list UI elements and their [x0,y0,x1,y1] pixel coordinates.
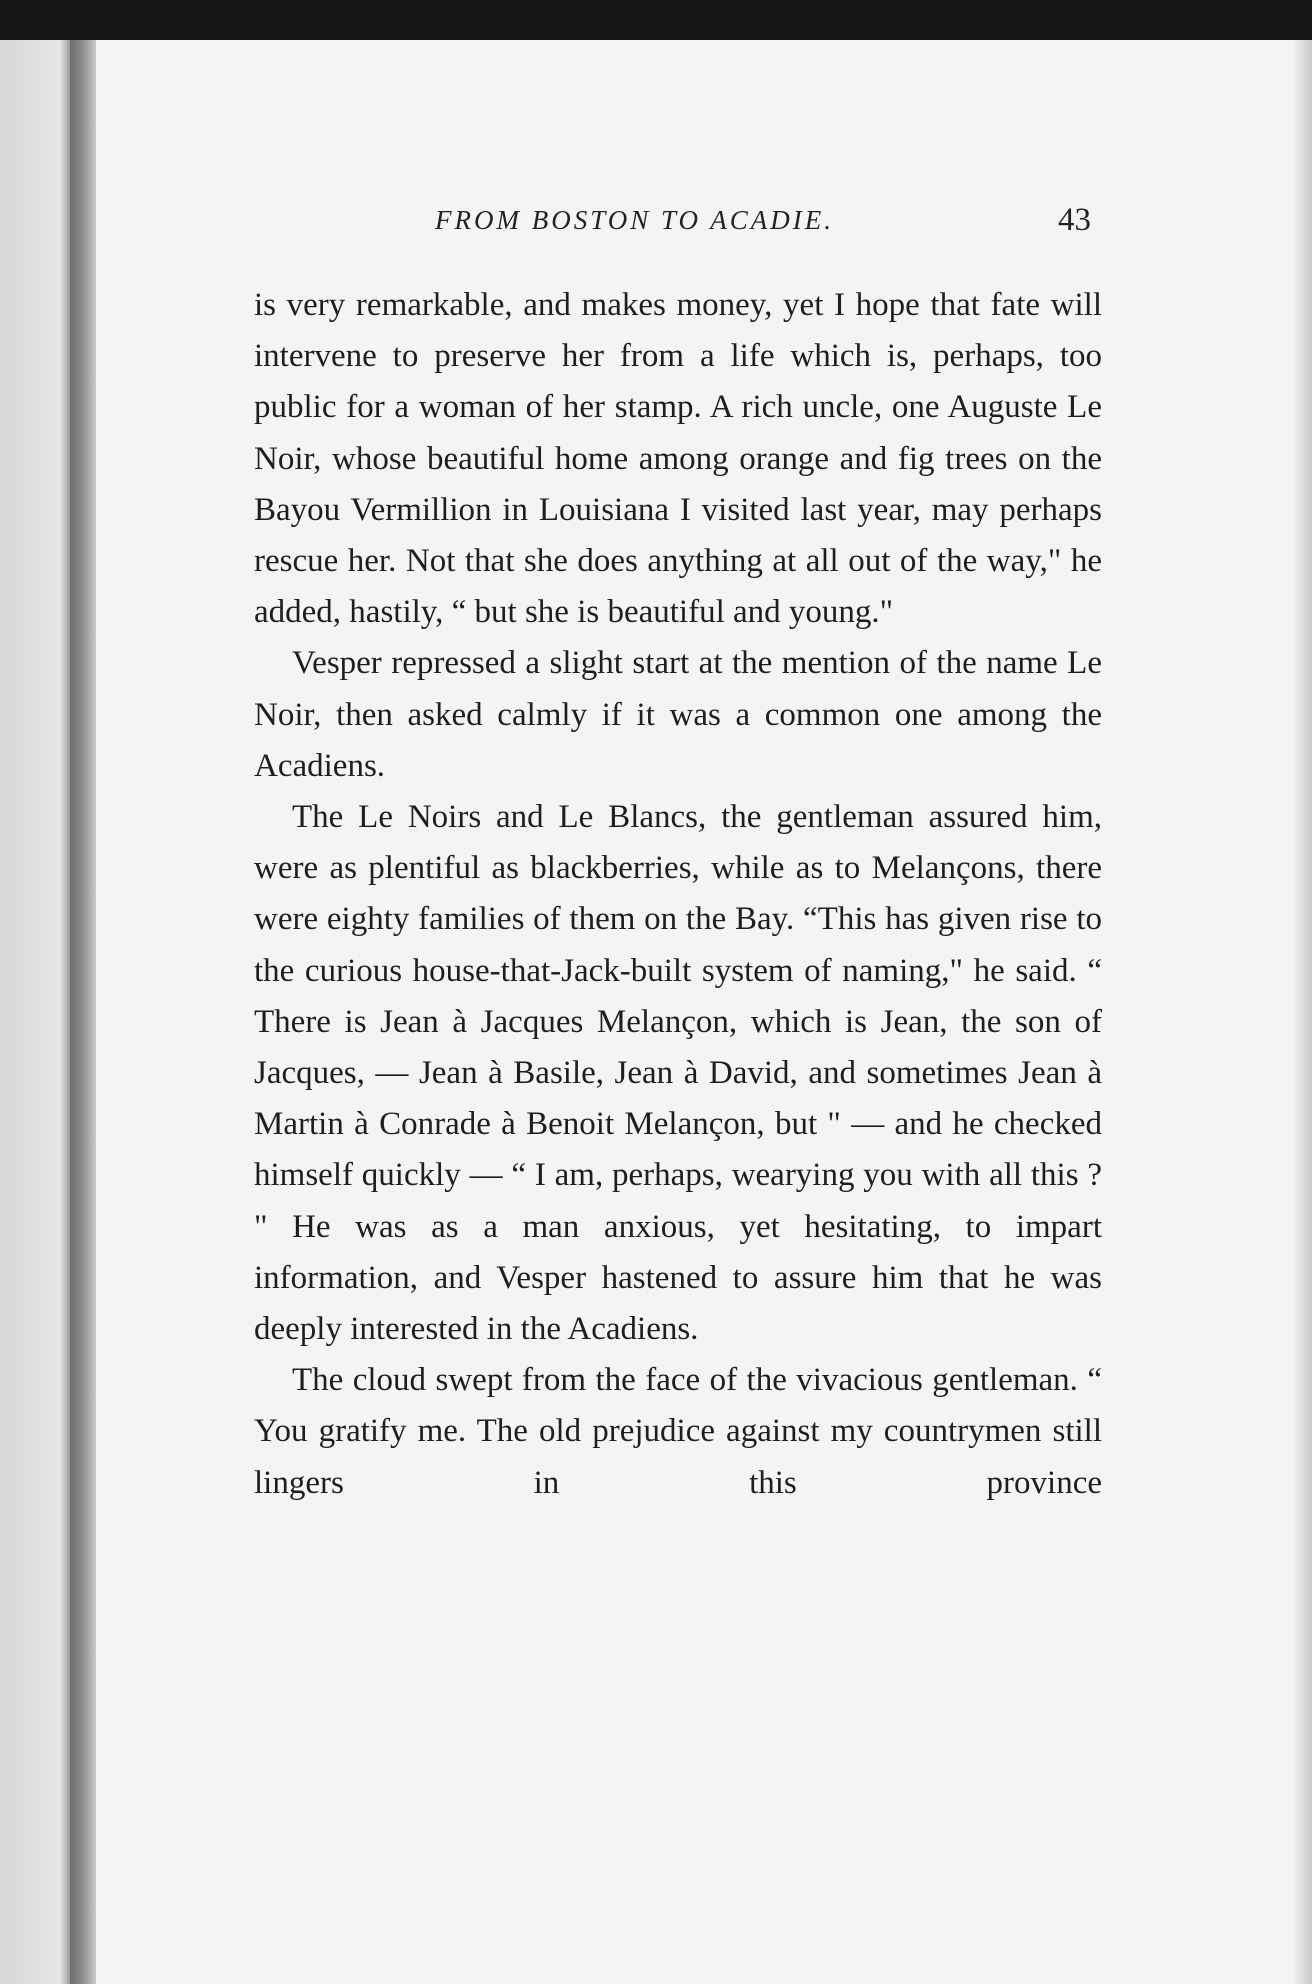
body-text [254,280,1102,1509]
paragraph: The Le Noirs and Le Blancs, the gentleman assured him, were as plentiful as blackberries, while as to Melançons, there were eighty families of them on the Bay. “This has given rise to the curious house-that-Jack-built system of naming," he said. “ There is Jean à Jacques Melançon, which is Jean, the son of Jacques, — Jean à Basile, Jean à David, and sometimes Jean à Martin à Conrade à Benoit Melançon, but " — and he checked himself quickly — “ I am, perhaps, wearying you with all this ? " He was as a man anxious, yet hesitating, to impart information, and Vesper hastened to assure him that he was deeply interested in the Acadiens. [254,799,1102,1348]
page-right-edge [1294,40,1312,1984]
facing-page-edge [0,40,70,1984]
paragraph: The cloud swept from the face of the vivacious gentleman. “ You gratify me. The old prejudice against my countrymen still lingers in this province [254,1362,1102,1501]
paragraph: is very remarkable, and makes money, yet I hope that fate will intervene to preserve her from a life which is, perhaps, too public for a woman of her stamp. A rich uncle, one Auguste Le Noir, whose beautiful home among orange and fig trees on the Bayou Vermillion in Louisiana I visited last year, may perhaps rescue her. Not that she does anything at all out of the way," he added, hastily, “ but she is beautiful and young." [254,287,1102,631]
scan-top-border [0,0,1312,40]
page-gutter-shadow [70,40,96,1984]
page-number: 43 [1058,202,1091,238]
running-title: FROM BOSTON TO ACADIE. [435,205,835,235]
paragraph: Vesper repressed a slight start at the mention of the name Le Noir, then asked calmly if it was a common one among the Acadiens. [254,645,1102,784]
